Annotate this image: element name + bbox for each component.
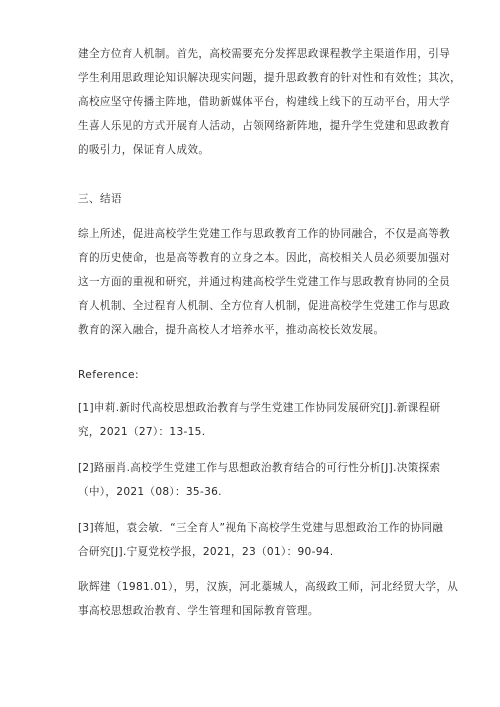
- reference-item: [78, 456, 440, 504]
- reference-heading: Reference:: [78, 369, 139, 381]
- conclusion-paragraph: [78, 222, 450, 342]
- text-line: [3]蒋旭，袁会敏．“三全育人”视角下高校学生党建与思想政治工作的协同融: [78, 522, 444, 534]
- text-line: 合研究[J].宁夏党校学报，2021，23（01）：90-94.: [78, 546, 334, 558]
- text-line: 育人机制、全过程育人机制、全方位育人机制，促进高校学生党建工作与思政: [78, 300, 451, 312]
- text-line: [1]申莉.新时代高校思想政治教育与学生党建工作协同发展研究[J].新课程研: [78, 402, 441, 414]
- text-line: （中），2021（08）：35-36.: [78, 486, 222, 498]
- section-heading: 三、结语: [78, 193, 122, 205]
- text-line: 教育的深入融合，提升高校人才培养水平，推动高校长效发展。: [78, 324, 385, 336]
- text-line: 育的历史使命，也是高等教育的立身之本。因此，高校相关人员必须要加强对: [78, 252, 451, 264]
- body-paragraph: [78, 42, 461, 162]
- reference-item: [78, 396, 440, 444]
- author-bio: [78, 575, 458, 623]
- text-line: 的吸引力，保证育人成效。: [78, 144, 210, 156]
- text-line: 这一方面的重视和研究，并通过构建高校学生党建工作与思政教育协同的全员: [78, 276, 451, 288]
- text-line: 学生利用思政理论知识解决现实问题，提升思政教育的针对性和有效性；其次，: [78, 72, 462, 84]
- text-line: 生喜人乐见的方式开展育人活动，占领网络新阵地，提升学生党建和思政教育: [78, 120, 451, 132]
- text-line: 事高校思想政治教育、学生管理和国际教育管理。: [78, 605, 319, 617]
- text-line: 高校应坚守传播主阵地，借助新媒体平台，构建线上线下的互动平台，用大学: [78, 96, 451, 108]
- text-line: 究，2021（27）：13-15.: [78, 426, 206, 438]
- text-line: 综上所述，促进高校学生党建工作与思政教育工作的协同融合，不仅是高等教: [78, 228, 451, 240]
- text-line: [2]路丽肖.高校学生党建工作与思想政治教育结合的可行性分析[J].决策探索: [78, 462, 441, 474]
- text-line: 建全方位育人机制。首先，高校需要充分发挥思政课程教学主渠道作用，引导: [78, 48, 451, 60]
- reference-item: [78, 516, 443, 564]
- text-line: 耿辉建（1981.01），男，汉族，河北藁城人，高级政工师，河北经贸大学，从: [78, 581, 459, 593]
